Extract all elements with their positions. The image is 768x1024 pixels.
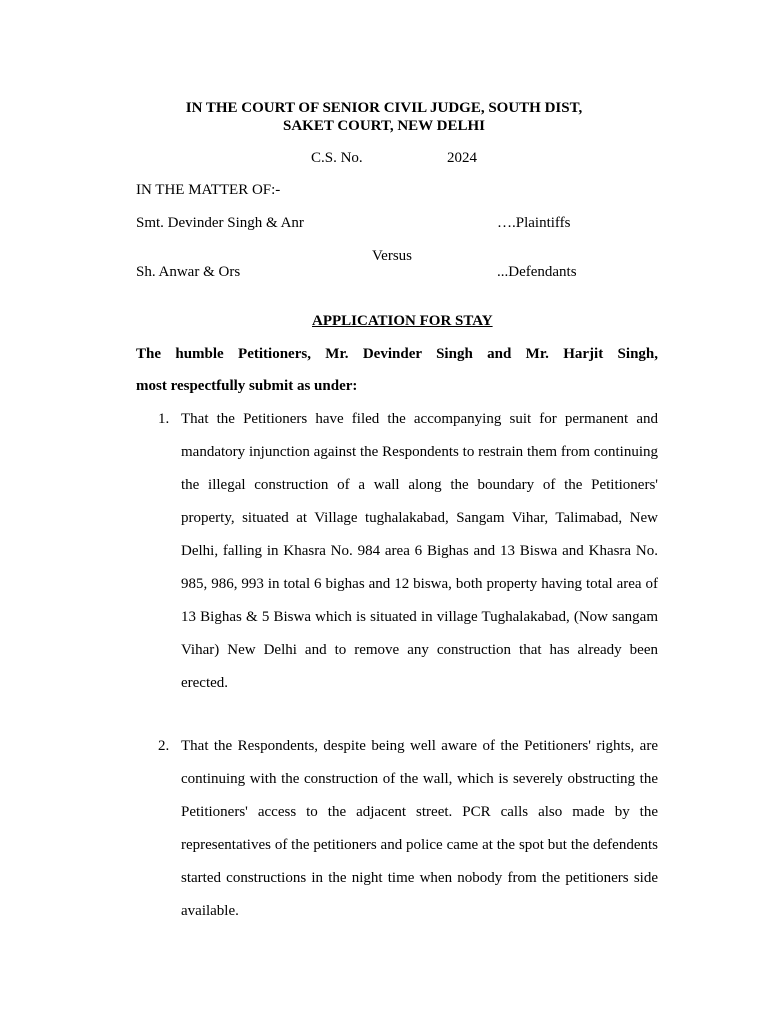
list-item-number: 1. [158, 411, 170, 427]
intro-line-1: The humble Petitioners, Mr. Devinder Singh and Mr. Harjit Singh, [136, 346, 658, 362]
court-heading-line-2: SAKET COURT, NEW DELHI [282, 118, 486, 134]
plaintiff-role: ….Plaintiffs [497, 215, 571, 231]
court-heading-line-1: IN THE COURT OF SENIOR CIVIL JUDGE, SOUTH DIST, [185, 100, 583, 116]
list-item-text: That the Petitioners have filed the accompanying suit for permanent and mandatory injunction against the Respondents to restrain them from continuing the illegal construction of a wall along the boundary of the Petitioners' property, situated at Village tughalakabad, Sangam Vihar, Talimabad, New Delhi, falling in Khasra No. 984 area 6 Bighas and 13 Biswa and Khasra No. 985, 986, 993 in total 6 bighas and 12 biswa, both property having total area of 13 Bighas & 5 Biswa which is situated in village Tughalakabad, (Now sangam Vihar) New Delhi and to remove any construction that has already been erected. [181, 410, 658, 691]
case-number-label: C.S. No. [311, 150, 363, 166]
defendant-name: Sh. Anwar & Ors [136, 264, 241, 280]
intro-line-2: most respectfully submit as under: [136, 378, 358, 394]
case-number-year: 2024 [447, 150, 477, 166]
list-item-number: 2. [158, 738, 170, 754]
matter-label: IN THE MATTER OF:- [136, 182, 281, 198]
plaintiff-name: Smt. Devinder Singh & Anr [136, 215, 304, 231]
list-item-text: That the Respondents, despite being well aware of the Petitioners' rights, are continuing with the construction of the wall, which is severely obstructing the Petitioners' access to the adjacent street. PCR calls also made by the representatives of the petitioners and police came at the spot but the defendents started constructions in the night time when nobody from the petitioners side available. [181, 737, 658, 919]
defendant-role: ...Defendants [497, 264, 577, 280]
versus-label: Versus [372, 248, 412, 264]
application-title: APPLICATION FOR STAY [312, 313, 493, 329]
